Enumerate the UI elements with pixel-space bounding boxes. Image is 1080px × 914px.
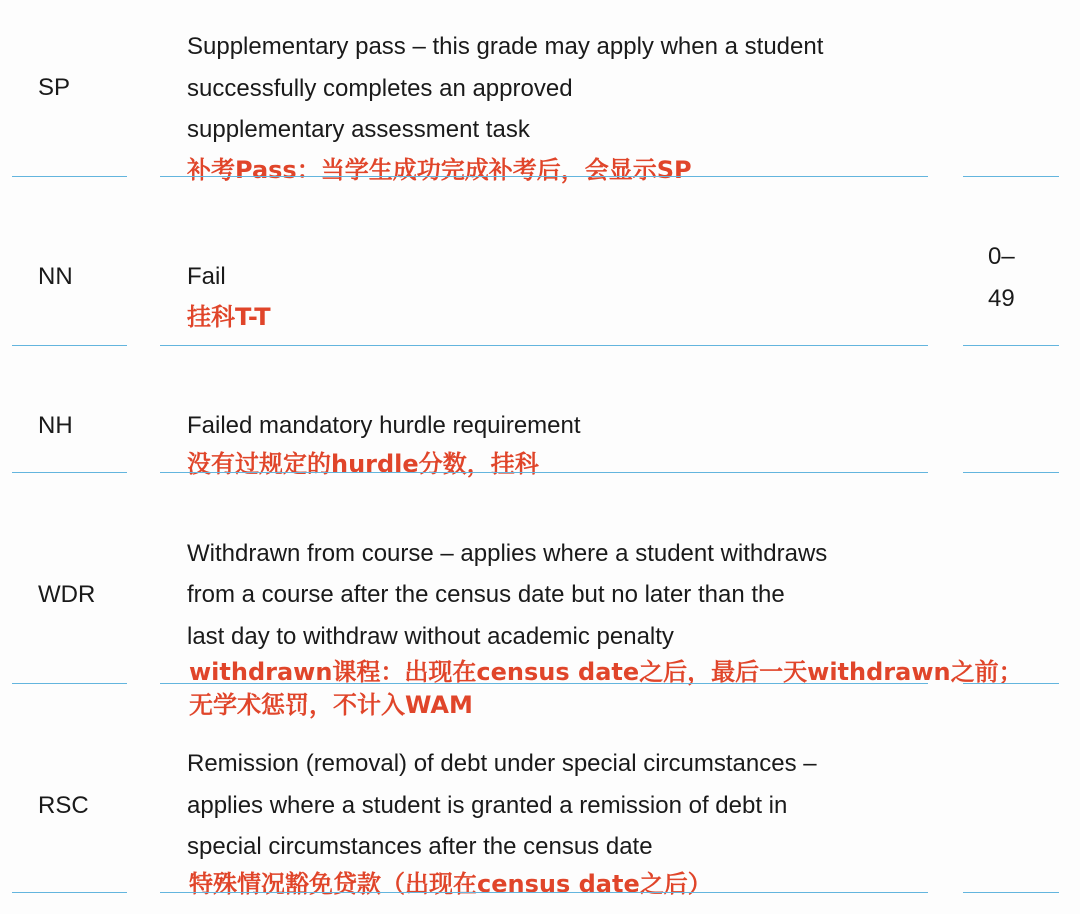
row-divider <box>963 683 1059 684</box>
grade-description-line: special circumstances after the census date <box>187 833 653 860</box>
grade-description-line: Failed mandatory hurdle requirement <box>187 412 581 439</box>
row-divider <box>963 892 1059 893</box>
grade-code: NH <box>38 412 73 439</box>
row-divider <box>12 472 127 473</box>
grade-code: NN <box>38 263 73 290</box>
row-divider <box>12 892 127 893</box>
row-divider <box>12 345 127 346</box>
grade-description-line: Supplementary pass – this grade may apply when a student <box>187 33 824 60</box>
grade-description-line: last day to withdraw without academic penalty <box>187 623 674 650</box>
chinese-annotation: 无学术惩罚，不计入WAM <box>189 691 473 719</box>
row-divider <box>12 176 127 177</box>
chinese-annotation: 挂科T-T <box>187 303 271 331</box>
grade-description-line: from a course after the census date but no later than the <box>187 581 785 608</box>
row-divider <box>963 345 1059 346</box>
row-divider <box>160 176 928 177</box>
row-divider <box>160 345 928 346</box>
grade-code: RSC <box>38 792 89 819</box>
chinese-annotation: 特殊情况豁免贷款（出现在census date之后） <box>189 870 712 898</box>
grade-description-line: Fail <box>187 263 226 290</box>
row-divider <box>160 472 928 473</box>
grade-description-line: Withdrawn from course – applies where a student withdraws <box>187 540 828 567</box>
grade-code: SP <box>38 74 71 101</box>
chinese-annotation: withdrawn课程：出现在census date之后，最后一天withdrawn之前； <box>189 658 1023 686</box>
row-divider <box>963 472 1059 473</box>
chinese-annotation: 没有过规定的hurdle分数，挂科 <box>187 450 539 478</box>
mark-range-line: 49 <box>988 285 1015 312</box>
row-divider <box>160 892 928 893</box>
row-divider <box>963 176 1059 177</box>
grade-description-line: successfully completes an approved <box>187 75 573 102</box>
grade-description-line: supplementary assessment task <box>187 116 530 143</box>
grade-description-line: Remission (removal) of debt under special circumstances – <box>187 750 817 777</box>
mark-range-line: 0– <box>988 243 1015 270</box>
row-divider <box>12 683 127 684</box>
grade-description-line: applies where a student is granted a remission of debt in <box>187 792 788 819</box>
chinese-annotation: 补考Pass：当学生成功完成补考后，会显示SP <box>187 156 692 184</box>
grade-code: WDR <box>38 581 96 608</box>
row-divider <box>160 683 928 684</box>
